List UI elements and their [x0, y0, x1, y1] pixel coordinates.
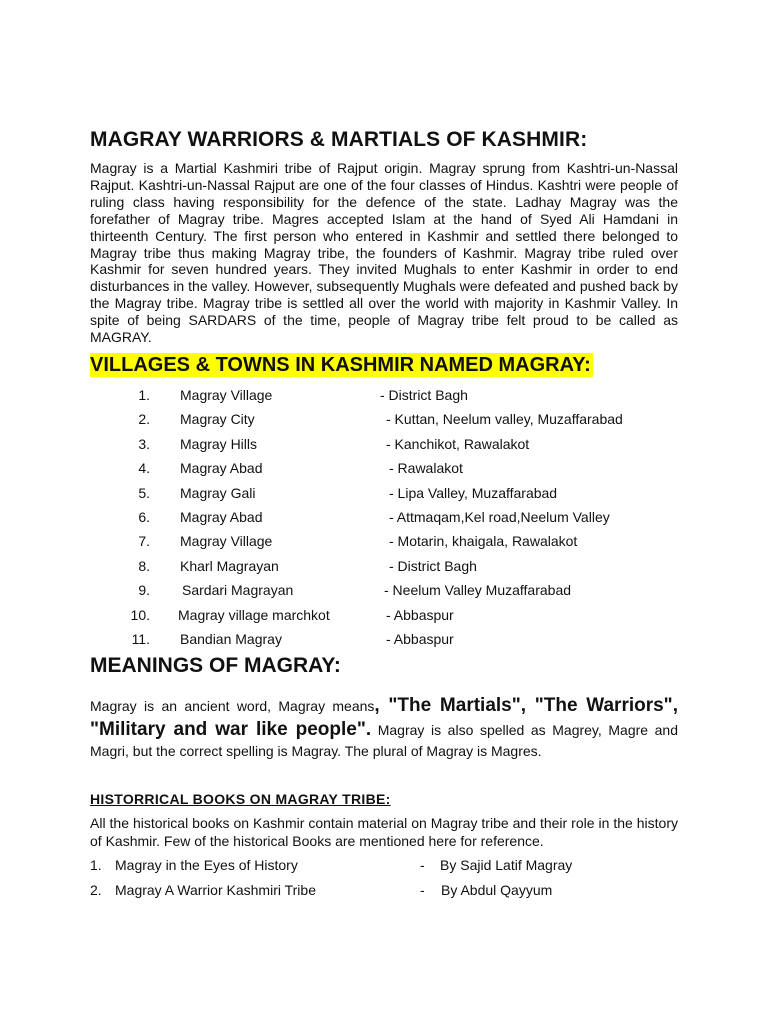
village-name: Bandian Magray — [180, 631, 282, 647]
item-number: 11. — [131, 631, 150, 647]
books-intro-paragraph: All the historical books on Kashmir contain material on Magray tribe and their role in the history of Kashmir. Few of the historical Books are mentioned here for reference. — [90, 815, 678, 849]
village-location: - Lipa Valley, Muzaffarabad — [389, 484, 558, 501]
village-name: Magray Abad — [180, 509, 263, 525]
book-dash: - — [420, 857, 425, 873]
item-number: 1. — [138, 387, 150, 403]
village-name: Magray Hills — [180, 435, 258, 452]
meaning-military: "Military and war like people" — [90, 719, 366, 740]
book-author: By Sajid Latif Magray — [440, 857, 573, 873]
books-heading: HISTORRICAL BOOKS ON MAGRAY TRIBE: — [90, 791, 391, 807]
villages-heading: VILLAGES & TOWNS IN KASHMIR NAMED MAGRAY: — [90, 354, 591, 376]
intro-paragraph: Magray is a Martial Kashmiri tribe of Rajput origin. Magray sprung from Kashtri-un-Nassal Rajput. Kashtri-un-Nassal Rajput are one of the four classes of Hindus. Kashtri were people of ruling class having responsibility for the defence of the state. Ladhay Magray was the forefather of Magray tribe. Magres accepted Islam at the hand of Syed Ali Hamdani in thirteenth Century. The first person who entered in Kashmir and settled there belonged to Magray tribe thus making Magray tribe, the founders of Kashmir. Magray tribe ruled over Kashmir for seven hundred years. They invited Mughals to enter Kashmir in order to end disturbances in the valley. However, subsequently Mughals were defeated and pushed back by the Magray tribe. Magray tribe is settled all over the world with majority in Kashmir Valley. In spite of being SARDARS of the time, people of Magray tribe felt proud to be called as MAGRAY. — [90, 160, 678, 346]
book-dash: - — [420, 882, 425, 898]
page-title: MAGRAY WARRIORS & MARTIALS OF KASHMIR: — [90, 128, 588, 151]
village-location: - Rawalakot — [389, 460, 463, 477]
item-number: 8. — [138, 557, 150, 574]
book-number: 1. — [90, 857, 102, 873]
book-title: Magray A Warrior Kashmiri Tribe — [115, 882, 316, 898]
book-item — [90, 855, 678, 875]
village-name: Magray Village — [180, 387, 273, 403]
item-number: 5. — [138, 484, 150, 501]
meaning-comma: , — [672, 695, 678, 716]
book-author: By Abdul Qayyum — [441, 882, 553, 898]
meaning-comma: , — [374, 695, 389, 716]
village-name: Kharl Magrayan — [180, 557, 279, 574]
meaning-dot: . — [365, 719, 372, 740]
item-number: 10. — [130, 606, 150, 623]
village-location: - Kuttan, Neelum valley, Muzaffarabad — [386, 411, 623, 428]
meaning-warriors: "The Warriors" — [534, 695, 673, 716]
item-number: 3. — [138, 435, 150, 452]
meanings-heading: MEANINGS OF MAGRAY: — [90, 654, 341, 677]
meaning-paragraph — [90, 694, 678, 761]
village-location: - Attmaqam,Kel road,Neelum Valley — [389, 509, 610, 525]
village-location: - Motarin, khaigala, Rawalakot — [389, 533, 578, 550]
book-number: 2. — [90, 882, 102, 898]
meaning-martials: "The Martials" — [388, 695, 521, 716]
village-name: Magray Abad — [180, 460, 263, 477]
item-number: 2. — [138, 411, 150, 428]
village-location: - Kanchikot, Rawalakot — [386, 435, 530, 452]
book-item — [90, 880, 678, 900]
village-name: Magray Village — [180, 533, 273, 550]
village-location: - District Bagh — [389, 557, 477, 574]
book-title: Magray in the Eyes of History — [115, 857, 298, 873]
item-number: 6. — [138, 509, 150, 525]
village-location: - Neelum Valley Muzaffarabad — [384, 582, 572, 599]
village-name: Magray Gali — [180, 484, 256, 501]
item-number: 7. — [138, 533, 150, 550]
village-name: Magray City — [180, 411, 255, 428]
village-location: - District Bagh — [380, 387, 468, 403]
meaning-text-rest: Magray is also spelled as Magrey, Magre and Magri, but the correct spelling is Magray. The plural of Magray is Magres. — [90, 722, 678, 759]
village-location: - Abbaspur — [386, 631, 454, 647]
village-location: - Abbaspur — [386, 606, 454, 623]
village-name: Sardari Magrayan — [182, 582, 294, 599]
item-number: 9. — [138, 582, 150, 599]
item-number: 4. — [138, 460, 150, 477]
village-name: Magray village marchkot — [178, 606, 330, 623]
meaning-text: Magray is an ancient word, Magray means — [90, 698, 375, 714]
meaning-comma: , — [520, 695, 535, 716]
